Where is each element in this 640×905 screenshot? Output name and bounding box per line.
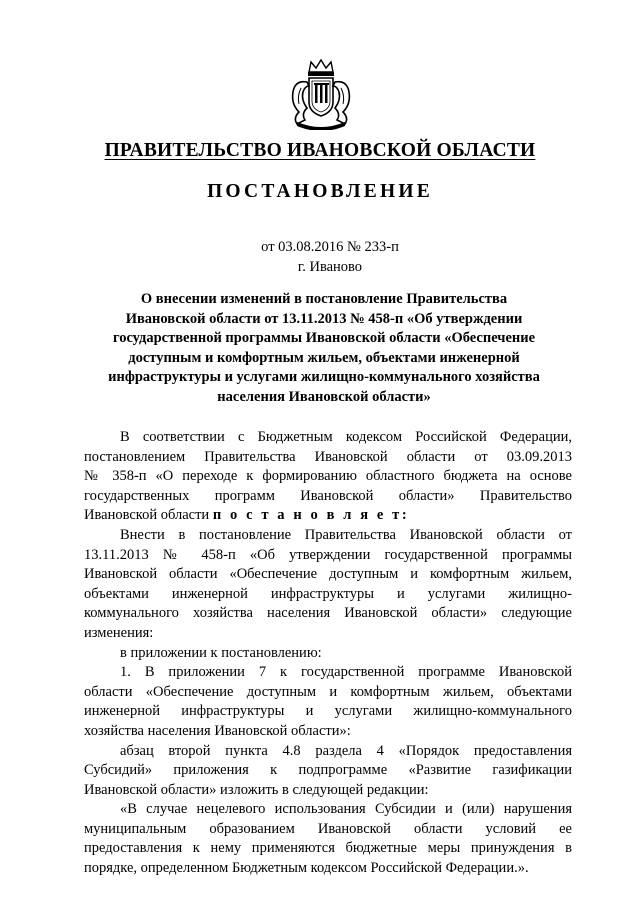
body-line: государственных программ Ивановской области» Правительство (84, 487, 572, 504)
government-title: ПРАВИТЕЛЬСТВО ИВАНОВСКОЙ ОБЛАСТИ (104, 140, 536, 161)
body-line: № 358-п «О переходе к формированию областного бюджета на основе (84, 468, 572, 485)
body-line: 13.11.2013 № 458-п «Об утверждении государственной программы (84, 546, 572, 563)
body-line: порядке, определенном Бюджетным кодексом Российской Федерации.». (84, 860, 529, 877)
document-city: г. Иваново (297, 259, 363, 275)
body-line: муниципальным образованием Ивановской области условий ее (84, 820, 572, 837)
heading-line: Ивановской области от 13.11.2013 № 458-п «Об утверждении (125, 310, 523, 327)
decree-word: п о с т а н о в л я е т: (212, 507, 410, 524)
body-line: предоставления к нему применяются бюджетные меры принуждения в (84, 840, 572, 857)
body-line: «В случае нецелевого использования Субсидии и (или) нарушения (120, 801, 572, 818)
heading-line: населения Ивановской области» (217, 388, 431, 405)
body-line: области «Обеспечение доступным и комфортным жильем, объектами (84, 683, 572, 700)
document-type: ПОСТАНОВЛЕНИЕ (207, 181, 433, 202)
body-line: объектами инженерной инфраструктуры и услугами жилищно- (84, 585, 572, 602)
document-body (84, 428, 572, 879)
body-line: Ивановской области «Обеспечение доступным и комфортным жильем, (84, 566, 572, 583)
body-line: 1. В приложении 7 к государственной программе Ивановской (120, 664, 572, 681)
body-line: Субсидий» приложения к подпрограмме «Развитие газификации (84, 762, 572, 779)
body-text: Ивановской области (84, 507, 213, 524)
heading-line: О внесении изменений в постановление Правительства (140, 291, 508, 307)
heading-line: инфраструктуры и услугами жилищно-коммунального хозяйства (108, 369, 540, 385)
body-line (84, 506, 572, 526)
body-line: Ивановской области» изложить в следующей редакции: (84, 781, 429, 798)
body-line: постановлением Правительства Ивановской области от 03.09.2013 (84, 448, 572, 465)
document-heading (90, 290, 558, 407)
body-line: абзац второй пункта 4.8 раздела 4 «Порядок предоставления (120, 742, 572, 759)
body-line: инженерной инфраструктуры и услугами жилищно-коммунального (84, 703, 572, 720)
body-line: изменения: (84, 624, 154, 641)
body-line: в приложении к постановлению: (120, 644, 322, 661)
document-date-number: от 03.08.2016 № 233-п (261, 239, 399, 255)
body-line: коммунального хозяйства населения Ивановской области» следующие (84, 605, 572, 622)
body-line: В соответствии с Бюджетным кодексом Российской Федерации, (120, 429, 572, 445)
coat-of-arms-emblem (287, 58, 355, 130)
body-line: хозяйства населения Ивановской области»: (84, 722, 351, 739)
body-line: Внести в постановление Правительства Ивановской области от (120, 526, 572, 543)
heading-line: доступным и комфортным жильем, объектами инженерной (128, 349, 520, 366)
heading-line: государственной программы Ивановской области «Обеспечение (112, 330, 536, 346)
